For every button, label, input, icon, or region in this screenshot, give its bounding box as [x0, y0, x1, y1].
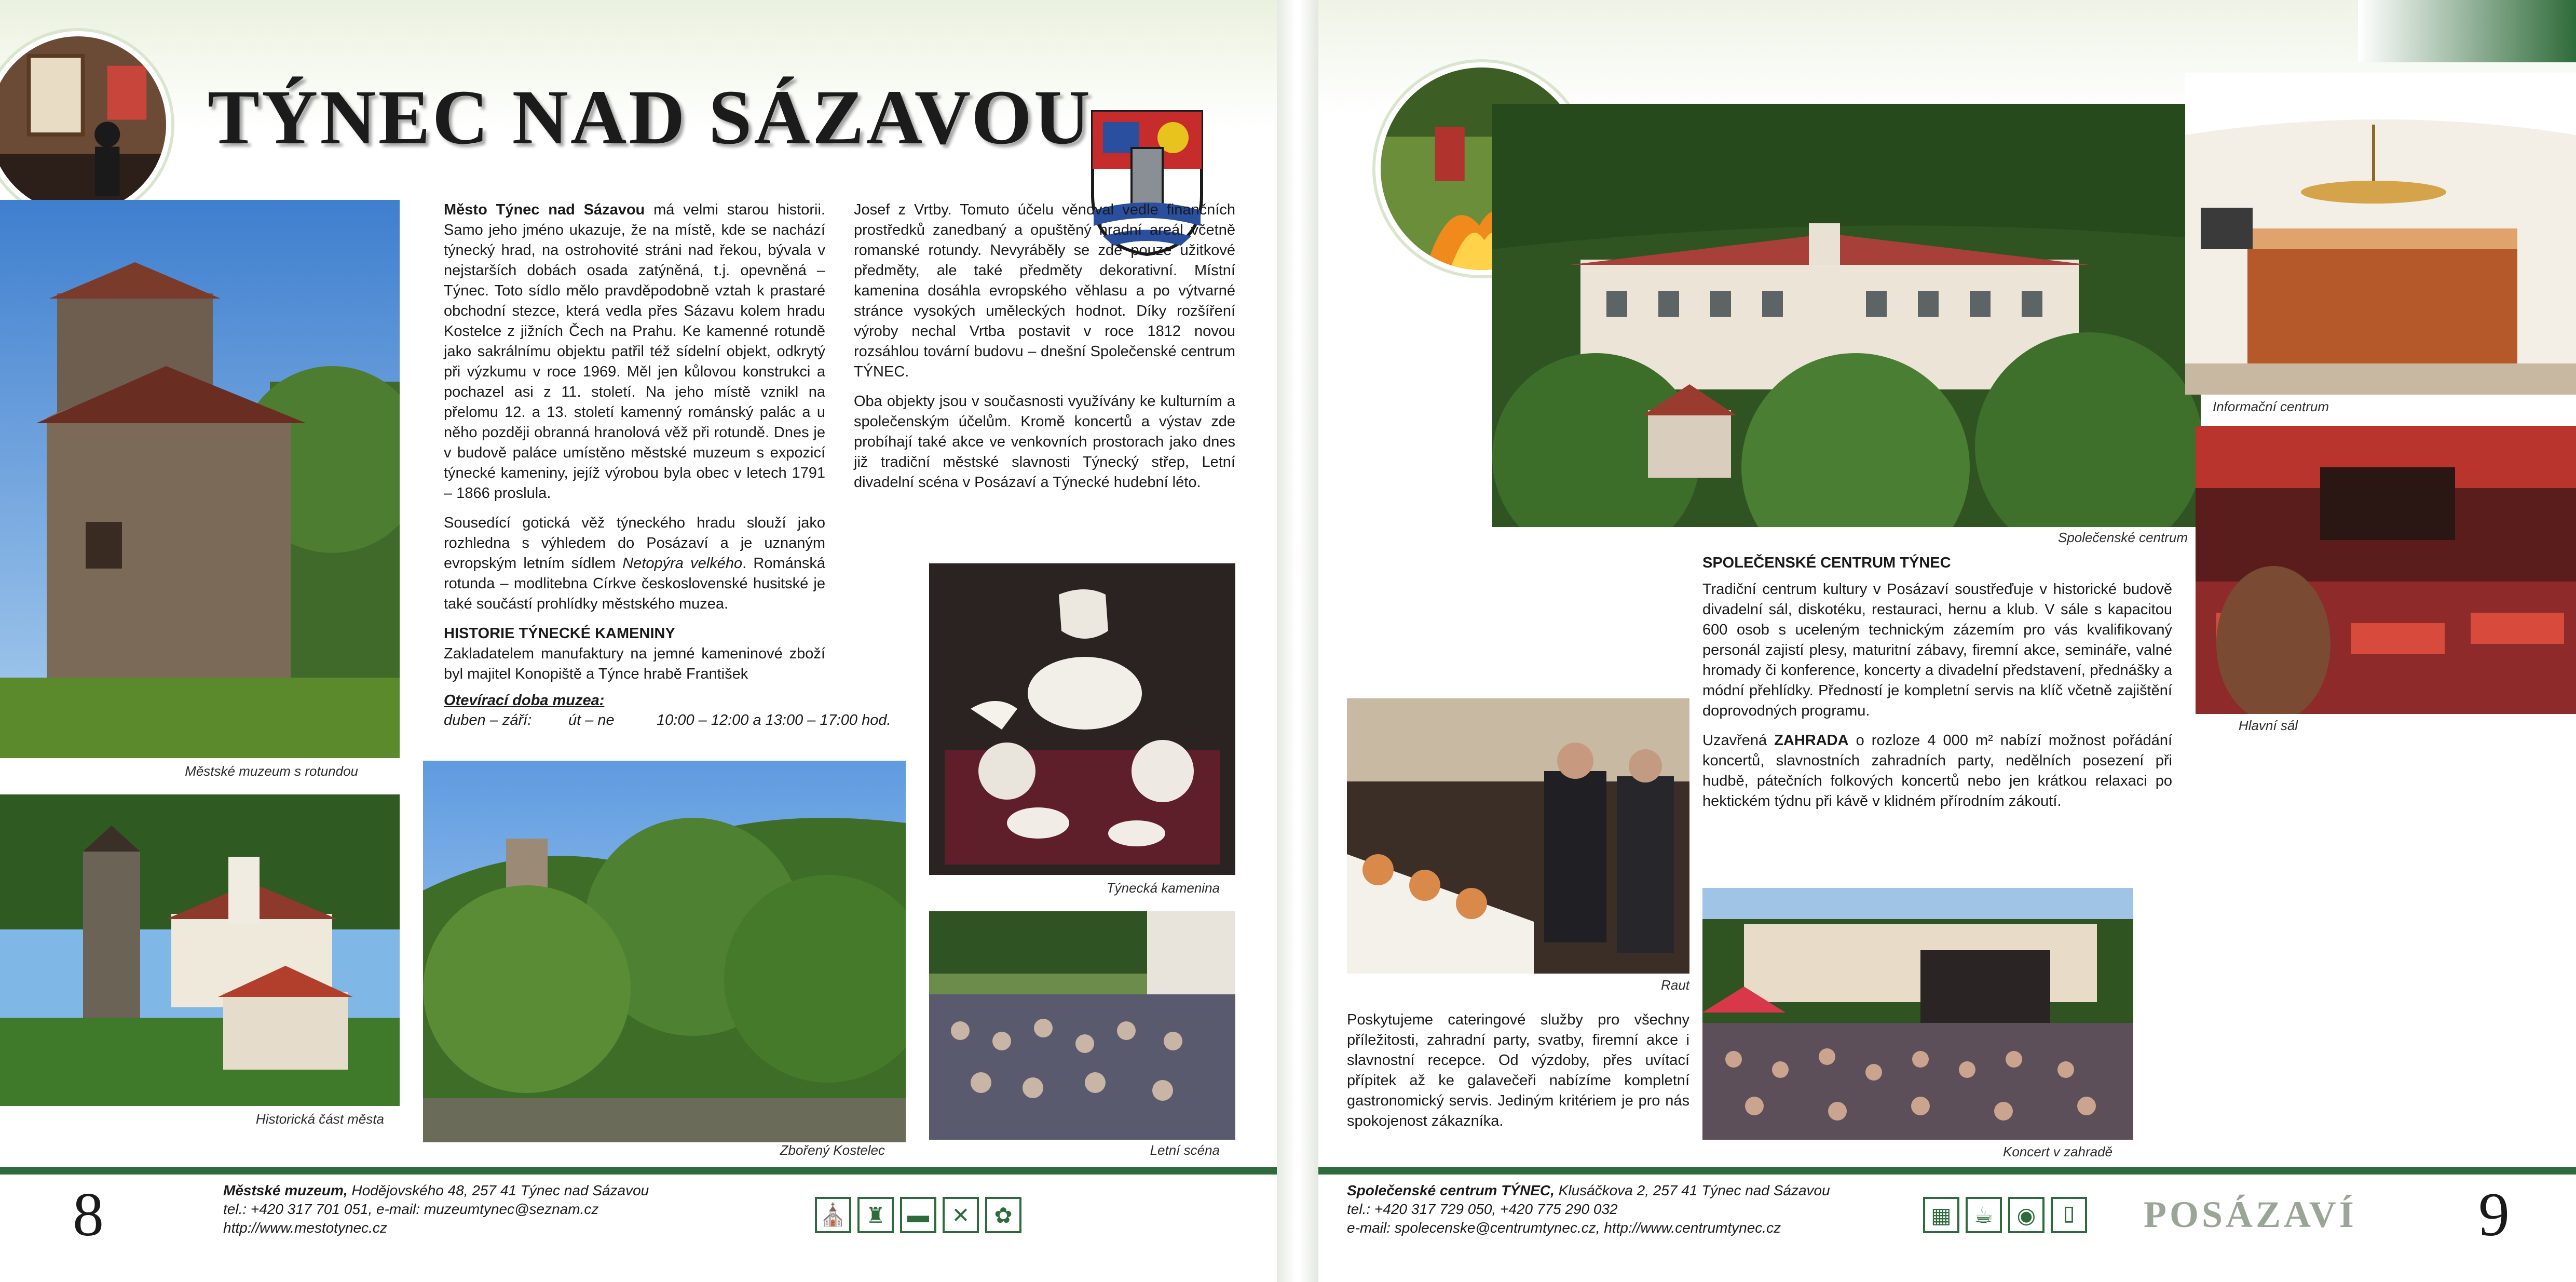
- kamenina-photo: [929, 563, 1235, 875]
- footer-address-right: Klusáčkova 2, 257 41 Týnec nad Sázavou: [1554, 1182, 1830, 1198]
- centre-para2-b: o rozloze 4 000 m² nabízí možnost pořádání koncertů, slavnostních zahradních party, nedělních posezení při hudbě, pátečních folkových koncertů nebo jen krátkou relaxaci po hektickém týdnu při kávě v klidném přírodním zákoutí.: [1702, 732, 2173, 809]
- caption-kostelec: Zbořený Kostelec: [780, 1142, 885, 1158]
- footer-phone-left: tel.: +420 317 701 051, e-mail: muzeumtynec@seznam.cz: [223, 1201, 599, 1217]
- sports-icon: ◉: [2008, 1197, 2045, 1233]
- centre-text: [1702, 553, 2172, 821]
- text-column-2: [854, 200, 1235, 502]
- corner-band: [2358, 0, 2576, 62]
- footer-web-left: http://www.mestotynec.cz: [223, 1220, 387, 1236]
- tourist-info-icon: ✿: [985, 1197, 1021, 1233]
- castle-icon: ♜: [857, 1197, 894, 1233]
- centre-para2-bold: ZAHRADA: [1774, 732, 1849, 749]
- hours-months: duben – září:: [444, 712, 532, 728]
- service-icons-right: [1923, 1197, 2087, 1233]
- footer-title-right: Společenské centrum TÝNEC,: [1347, 1182, 1555, 1198]
- info-centre-photo: [2185, 73, 2576, 395]
- kostelec-photo: [423, 761, 906, 1142]
- caption-museum: Městské muzeum s rotundou: [185, 763, 358, 779]
- caption-garden: Koncert v zahradě: [2002, 1144, 2112, 1159]
- beer-icon: ☕: [1966, 1197, 2002, 1233]
- caption-centre: Společenské centrum: [2057, 530, 2188, 545]
- text-column-1: [444, 200, 825, 694]
- opening-hours: [444, 691, 891, 730]
- footer-phone-right: tel.: +420 317 729 050, +420 775 290 032: [1347, 1201, 1618, 1217]
- para2-a: Sousedící gotická věž týneckého hradu slouží jako rozhledna s výhledem do Posázaví a je uznaným evropským letním sídlem: [444, 515, 825, 572]
- centre-aerial-photo: [1492, 104, 2201, 527]
- caption-historic: Historická část města: [255, 1111, 384, 1127]
- garden-concert-photo: [1702, 888, 2133, 1140]
- footer-address-left: Hodějovského 48, 257 41 Týnec nad Sázavou: [347, 1182, 649, 1198]
- hours-title: Otevírací doba muzea:: [444, 692, 605, 709]
- caption-summer: Letní scéna: [1150, 1142, 1220, 1158]
- main-hall-photo: [2196, 426, 2576, 714]
- right-page: [1318, 0, 2576, 1282]
- catering-text: [1347, 1010, 1689, 1141]
- caption-info: Informační centrum: [2213, 399, 2329, 414]
- footer-contact-right: [1347, 1181, 1830, 1237]
- hall-icon: ▦: [1923, 1197, 1959, 1233]
- left-page: [0, 0, 1277, 1282]
- museum-icon: ⛪: [815, 1197, 851, 1233]
- raut-photo: [1347, 698, 1689, 974]
- intro-bold: Město Týnec nad Sázavou: [444, 201, 645, 218]
- restaurant-icon: ✕: [943, 1197, 979, 1233]
- historic-town-photo: [0, 794, 400, 1106]
- page-number-right: 9: [2478, 1180, 2510, 1249]
- footer-title-left: Městské muzeum,: [223, 1182, 348, 1198]
- centre-para2-a: Uzavřená: [1702, 732, 1775, 749]
- col2-para2: Oba objekty jsou v současnosti využívány ke kulturním a společenským účelům. Kromě koncertů a výstav zde probíhají také akce ve venkovních prostorach jako dnes již tradiční městské slavnosti Týnecký střep, Letní divadelní scéna v Posázaví a Týnecké hudební léto.: [854, 393, 1235, 491]
- gutter: [1277, 0, 1318, 1282]
- hours-time: 10:00 – 12:00 a 13:00 – 17:00 hod.: [657, 712, 891, 728]
- footer-web-right: e-mail: spolecenske@centrumtynec.cz, http://www.centrumtynec.cz: [1347, 1220, 1781, 1236]
- caption-kamenina: Týnecká kamenina: [1106, 880, 1220, 896]
- summer-stage-photo: [929, 911, 1235, 1140]
- brand-posazavi: POSÁZAVÍ: [2144, 1194, 2357, 1235]
- centre-heading: SPOLEČENSKÉ CENTRUM TÝNEC: [1702, 555, 1951, 571]
- hours-days: út – ne: [568, 712, 615, 728]
- para3: Zakladatelem manufaktury na jemné kameninové zboží byl majitel Konopiště a Týnce hrabě František: [444, 645, 825, 682]
- para2-italic: Netopýra velkého: [622, 555, 743, 572]
- wine-icon: ⌷: [2051, 1197, 2087, 1233]
- footer-rule-right: [1318, 1167, 2576, 1175]
- service-icons-left: [815, 1197, 1021, 1233]
- page-title: TÝNEC NAD SÁZAVOU: [208, 74, 1093, 160]
- caption-raut: Raut: [1661, 977, 1689, 993]
- col2-para1: Josef z Vrtby. Tomuto účelu věnoval vedle finančních prostředků zanedbaný a opuštěný hradní areál včetně romanské rotundy. Nevyráběly se zde pouze užitkové předměty, ale také předměty dekorativní. Místní kamenina dosáhla evropského věhlasu a po výtvarné stránce vysokých uměleckých hodnot. Díky rozšíření výroby nechal Vrtba postavit v roce 1812 novou rozsáhlou tovární budovu – dnešní Společenské centrum TÝNEC.: [854, 201, 1235, 380]
- bed-icon: ▬: [900, 1197, 936, 1233]
- page-number-left: 8: [73, 1180, 104, 1249]
- catering-para: Poskytujeme cateringové služby pro všechny příležitosti, zahradní party, svatby, firemní akce i slavnostní recepce. Od výzdoby, přes uvítací přípitek až ke galavečeři nabízíme kompletní gastronomický servis. Jediným kritériem je pro nás spokojenost zákazníka.: [1347, 1011, 1689, 1129]
- museum-photo: [0, 200, 400, 758]
- para2-b: . Románská rotunda – modlitebna Církve československé husitské je také součástí prohlídky městského muzea.: [444, 555, 825, 612]
- centre-para1: Tradiční centrum kultury v Posázaví soustřeďuje v historické budově divadelní sál, diskotéku, restauraci, hernu a klub. V sále s kapacitou 600 osob s uceleným technickým zázemím pro vás kvalifikovaný personál zajistí plesy, maturitní zábavy, firemní akce, semináře, valné hromady či konference, koncerty a divadelní představení, přednášky a módní přehlídky. Předností je kompletní servis na klíč včetně zajištění doprovodných programu.: [1702, 581, 2172, 719]
- footer-rule: [0, 1167, 1277, 1175]
- caption-hall: Hlavní sál: [2238, 718, 2298, 733]
- footer-contact-left: [223, 1181, 649, 1237]
- subheading: HISTORIE TÝNECKÉ KAMENINY: [444, 625, 675, 642]
- intro-text: má velmi starou historii. Samo jeho jméno ukazuje, že na místě, kde se nachází týnecký hrad, na ostrohovité stráni nad řekou, bývala v nejstarších dobách osada zatýněná, t.j. opevněná – Týnec. Toto sídlo mělo pravděpodobně vztah k prastaré obchodní stezce, která vedla přes Sázavu kolem hradu Kostelce z jižních Čech na Prahu. Ke kamenné rotundě jako sakrálnímu objektu patřil též sídelní objekt, odkrytý při výzkumu v roce 1969. Měl jen kůlovou konstrukci a pochazel asi z 11. století. Na jeho místě vznikl na přelomu 12. a 13. století kamenný románský palác a u něho později obranná hranolová věž při rotundě. Dnes je v budově paláce umístěno městské muzeum s expozicí týnecké kameniny, jejíž výrobou byla obec v letech 1791 – 1866 proslula.: [444, 201, 825, 502]
